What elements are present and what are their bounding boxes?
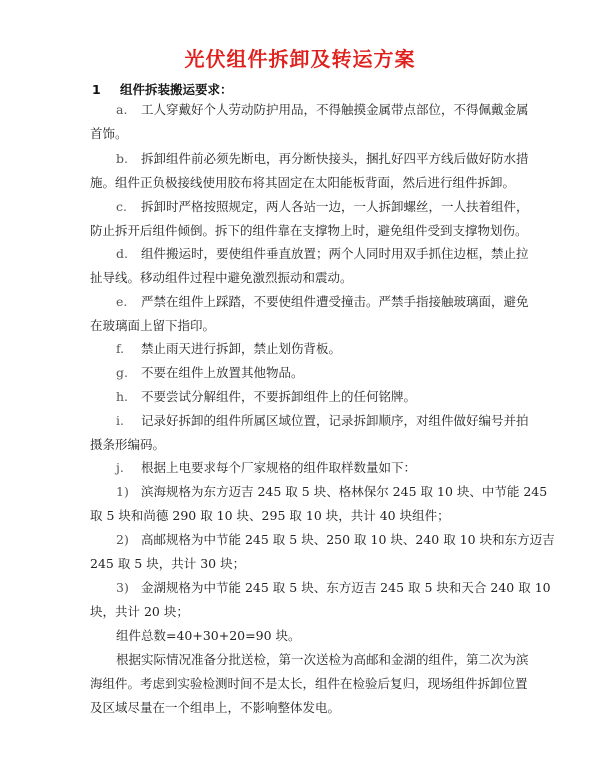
item-line: 扯导线。移动组件过程中避免激烈振动和震动。: [90, 270, 353, 285]
item-line: [90, 361, 518, 385]
item-text: 拆卸组件前必须先断电，再分断快接头，捆扎好四平方线后做好防水措: [141, 151, 529, 166]
item-line: [90, 147, 529, 171]
item-marker: h.: [116, 389, 129, 404]
requirement-item-g: [90, 361, 518, 385]
item-text: 工人穿戴好个人劳动防护用品，不得触摸金属带点部位，不得佩戴金属: [141, 102, 529, 117]
item-text: 滨海规格为东方迈吉 245 取 5 块、格林保尔 245 取 10 块、中节能 245: [141, 484, 548, 499]
item-line: [90, 528, 555, 552]
total-line: [90, 624, 518, 648]
section-heading-text: 组件拆装搬运要求：: [120, 82, 233, 97]
requirement-item-a: [90, 98, 529, 146]
item-line: [90, 290, 529, 314]
item-marker: 3): [116, 580, 129, 595]
item-text: 禁止雨天进行拆卸，禁止划伤背板。: [141, 341, 342, 356]
item-text: 根据上电要求每个厂家规格的组件取样数量如下：: [141, 460, 417, 475]
item-line: 取 5 块和尚德 290 取 10 块、295 取 10 块，共计 40 块组件；: [90, 508, 450, 523]
requirement-item-i: [90, 409, 529, 457]
item-marker: i.: [116, 413, 124, 428]
item-marker: c.: [116, 199, 127, 214]
closing-paragraph: [90, 648, 529, 720]
closing-line: 及区域尽量在一个组串上，不影响整体发电。: [90, 700, 341, 715]
item-text: 金湖规格为中节能 245 取 5 块、东方迈吉 245 取 5 块和天合 240 取 10: [141, 580, 551, 595]
requirement-item-j: [90, 456, 518, 480]
requirement-item-h: [90, 385, 518, 409]
item-line: 在玻璃面上留下指印。: [90, 318, 216, 333]
item-marker: f.: [116, 341, 125, 356]
requirement-item-d: [90, 242, 529, 290]
item-line: 首饰。: [90, 126, 128, 141]
item-marker: g.: [116, 365, 128, 380]
total-text: 组件总数=40+30+20=90 块。: [116, 628, 301, 643]
item-marker: b.: [116, 151, 128, 166]
section-heading: [92, 81, 233, 99]
item-line: 防止拆开后组件倾倒。拆下的组件靠在支撑物上时，避免组件受到支撑物划伤。: [90, 223, 528, 238]
item-text: 高邮规格为中节能 245 取 5 块、250 取 10 块、240 取 10 块和东方迈吉: [141, 532, 555, 547]
item-marker: e.: [116, 294, 128, 309]
item-line: 245 取 5 块，共计 30 块；: [90, 556, 246, 571]
sample-item-2: [90, 528, 555, 576]
item-line: [90, 337, 518, 361]
item-line: [90, 480, 548, 504]
closing-line: 海组件。考虑到实验检测时间不是太长，组件在检验后复归，现场组件拆卸位置: [90, 676, 528, 691]
item-text: 拆卸时严格按照规定，两人各站一边，一人拆卸螺丝，一人扶着组件，: [141, 199, 529, 214]
requirement-item-c: [90, 195, 529, 243]
item-marker: d.: [116, 246, 128, 261]
item-text: 严禁在组件上踩踏，不要使组件遭受撞击。严禁手指接触玻璃面，避免: [141, 294, 529, 309]
item-marker: 2): [116, 532, 129, 547]
requirement-item-f: [90, 337, 518, 361]
item-marker: j.: [116, 460, 124, 475]
section-number: 1: [92, 82, 101, 97]
item-line: [90, 98, 529, 122]
item-line: [90, 195, 529, 219]
item-text: 组件搬运时，要使组件垂直放置；两个人同时用双手抓住边框，禁止拉: [141, 246, 529, 261]
item-marker: 1): [116, 484, 129, 499]
requirement-item-b: [90, 147, 529, 195]
item-line: [90, 409, 529, 433]
item-line: [90, 385, 518, 409]
item-line: 块，共计 20 块；: [90, 604, 189, 619]
requirement-item-e: [90, 290, 529, 338]
item-text: 记录好拆卸的组件所属区域位置，记录拆卸顺序，对组件做好编号并拍: [141, 413, 529, 428]
item-marker: a.: [116, 102, 128, 117]
item-text: 不要尝试分解组件，不要拆卸组件上的任何铭牌。: [141, 389, 417, 404]
item-text: 不要在组件上放置其他物品。: [141, 365, 304, 380]
item-line: [90, 576, 551, 600]
sample-item-3: [90, 576, 551, 624]
item-line: [90, 242, 529, 266]
sample-item-1: [90, 480, 548, 528]
item-line: 摄条形编码。: [90, 437, 166, 452]
item-line: [90, 456, 518, 480]
closing-line: 根据实际情况准备分批送检，第一次送检为高邮和金湖的组件，第二次为滨: [116, 652, 529, 667]
item-line: 施。组件正负极接线使用胶布将其固定在太阳能板背面，然后进行组件拆卸。: [90, 175, 516, 190]
document-title: 光伏组件拆卸及转运方案: [184, 47, 416, 71]
